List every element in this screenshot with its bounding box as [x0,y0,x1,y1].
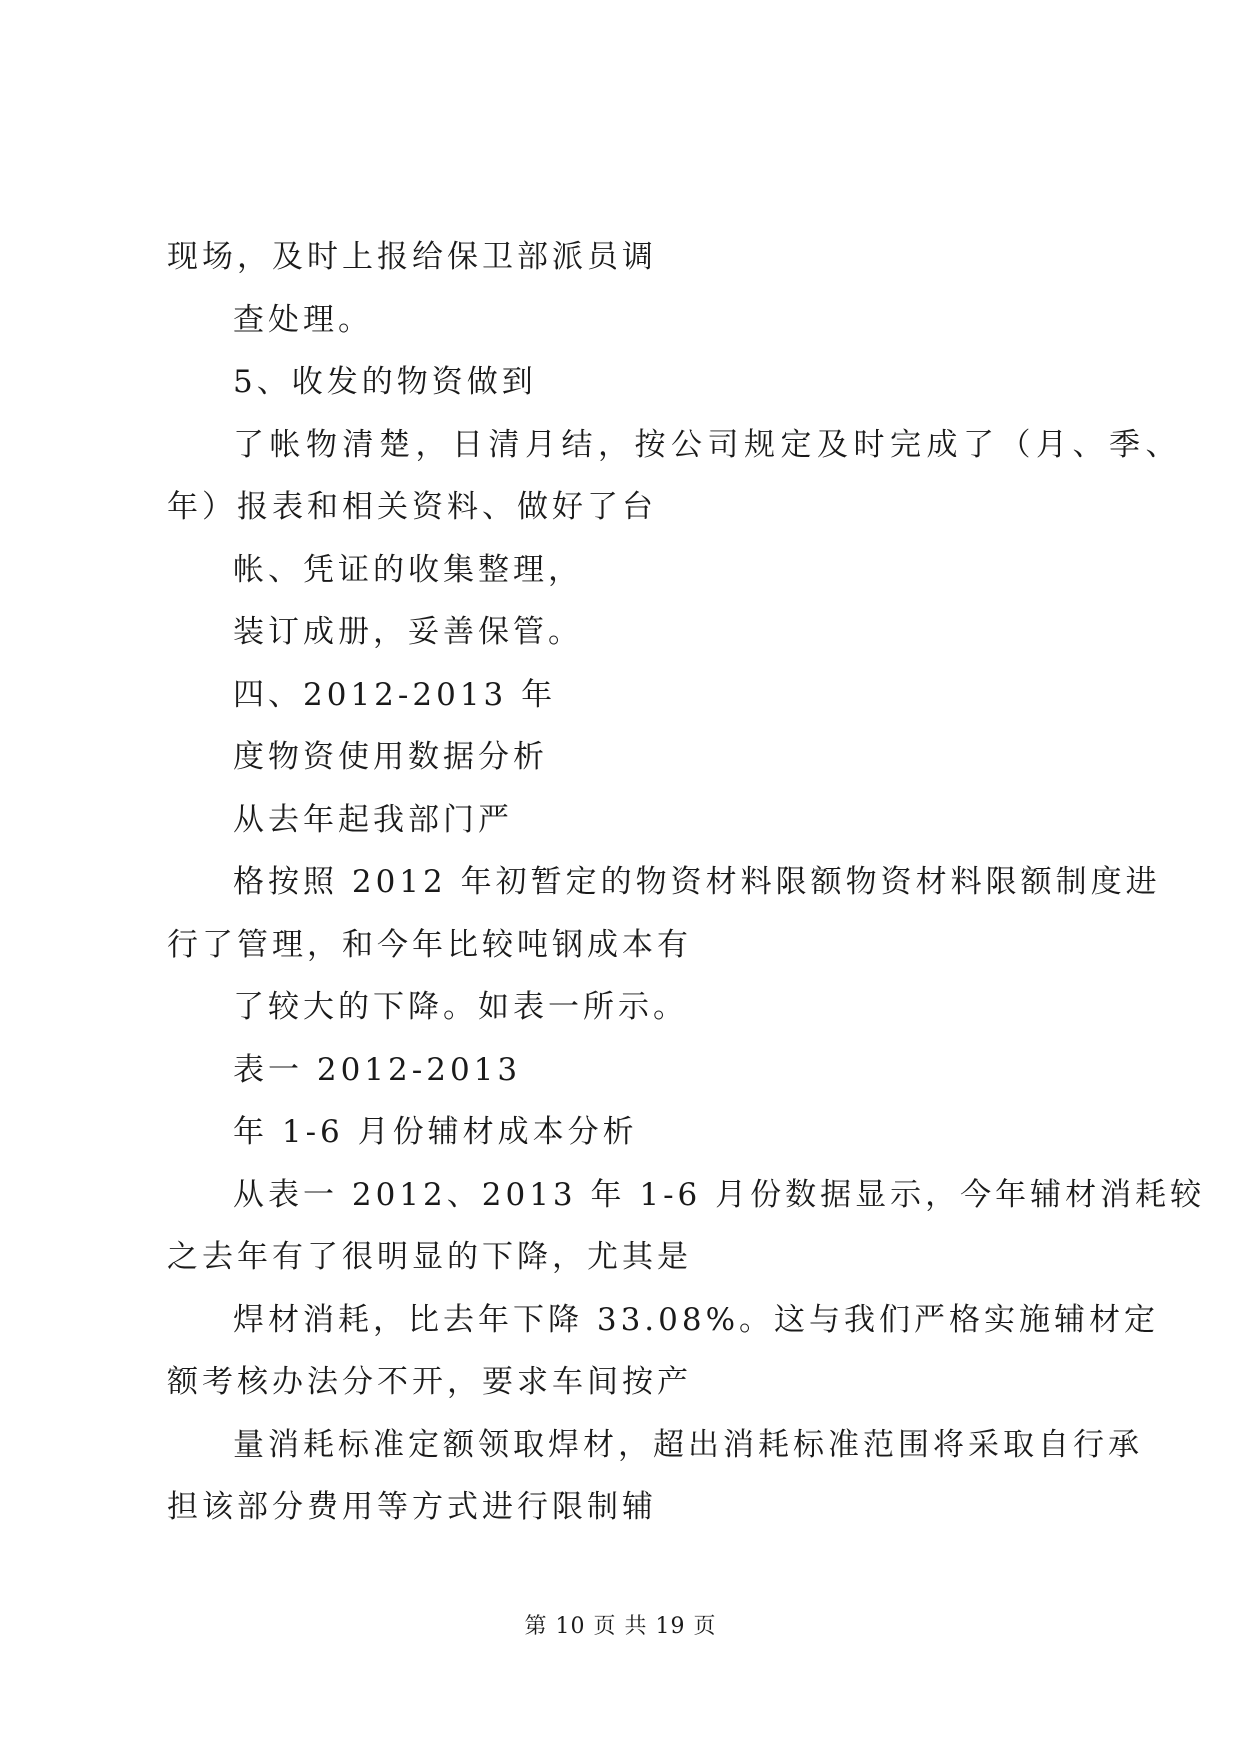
text-line: 之去年有了很明显的下降，尤其是 [167,1239,692,1275]
text-line: 现场，及时上报给保卫部派员调 [167,239,657,275]
text-line: 帐、凭证的收集整理， [233,552,583,588]
text-line: 从表一 2012、2013 年 1-6 月份数据显示，今年辅材消耗较 [233,1177,1206,1213]
text-line: 年）报表和相关资料、做好了台 [167,489,657,525]
text-line: 5、收发的物资做到 [233,364,537,400]
text-line: 度物资使用数据分析 [233,739,548,775]
text-line: 行了管理，和今年比较吨钢成本有 [167,927,692,963]
text-line: 格按照 2012 年初暂定的物资材料限额物资材料限额制度进 [233,864,1161,900]
text-line: 从去年起我部门严 [233,802,513,838]
table-caption: 年 1-6 月份辅材成本分析 [233,1114,638,1150]
page-number-footer: 第 10 页 共 19 页 [524,1614,717,1639]
text-line: 装订成册，妥善保管。 [233,614,583,650]
text-line: 了较大的下降。如表一所示。 [233,989,688,1025]
text-line: 担该部分费用等方式进行限制辅 [167,1489,657,1525]
text-line: 额考核办法分不开，要求车间按产 [167,1364,692,1400]
text-line: 量消耗标准定额领取焊材，超出消耗标准范围将采取自行承 [233,1427,1143,1463]
section-heading: 四、2012-2013 年 [233,677,557,713]
text-line: 查处理。 [233,302,373,338]
text-line: 焊材消耗，比去年下降 33.08%。这与我们严格实施辅材定 [233,1302,1160,1338]
text-line: 了帐物清楚，日清月结，按公司规定及时完成了（月、季、 [233,427,1182,463]
table-caption: 表一 2012-2013 [233,1052,522,1088]
